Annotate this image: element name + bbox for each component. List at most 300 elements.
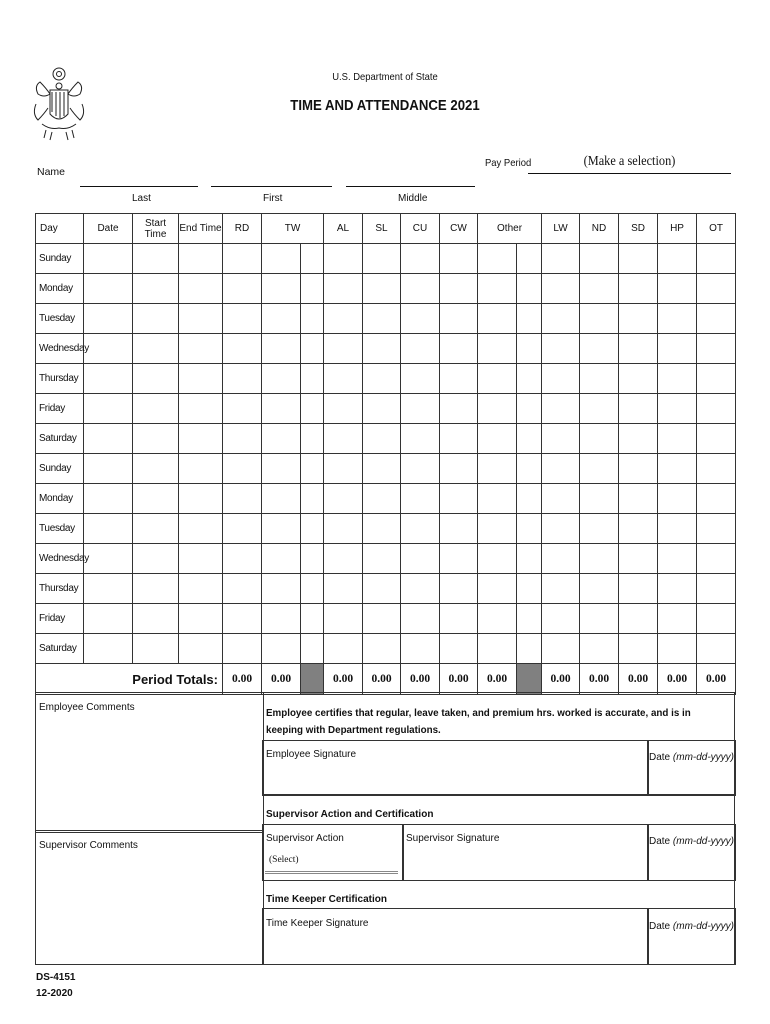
time-entry-cell[interactable] [542, 574, 580, 604]
table-row [36, 244, 736, 274]
time-entry-cell[interactable] [542, 544, 580, 574]
time-entry-cell[interactable] [440, 484, 478, 514]
time-entry-cell[interactable] [133, 544, 179, 574]
time-entry-cell[interactable] [401, 304, 440, 334]
table-row [36, 484, 736, 514]
column-header-cw: CW [440, 214, 478, 244]
time-entry-cell[interactable] [84, 454, 133, 484]
time-entry-cell[interactable] [84, 304, 133, 334]
time-entry-cell[interactable] [133, 484, 179, 514]
time-entry-cell[interactable] [619, 514, 658, 544]
time-entry-cell[interactable] [697, 244, 736, 274]
time-entry-cell[interactable] [440, 544, 478, 574]
time-entry-cell[interactable] [697, 274, 736, 304]
time-entry-cell[interactable] [580, 544, 619, 574]
time-entry-cell[interactable] [84, 274, 133, 304]
time-entry-cell[interactable] [84, 244, 133, 274]
time-entry-cell[interactable] [262, 424, 301, 454]
table-row [36, 304, 736, 334]
time-entry-cell[interactable] [478, 604, 517, 634]
shaded-cell [517, 664, 542, 695]
time-entry-cell[interactable] [697, 424, 736, 454]
employee-date-field[interactable] [647, 740, 736, 796]
time-entry-cell[interactable] [223, 304, 262, 334]
time-entry-cell[interactable] [517, 394, 542, 424]
time-entry-cell[interactable] [658, 274, 697, 304]
time-entry-cell[interactable] [697, 304, 736, 334]
time-entry-cell[interactable] [301, 274, 324, 304]
time-entry-cell[interactable] [179, 364, 223, 394]
time-entry-cell[interactable] [179, 304, 223, 334]
time-entry-cell[interactable] [133, 514, 179, 544]
total-al: 0.00 [324, 664, 363, 695]
time-entry-cell[interactable] [542, 604, 580, 634]
time-entry-cell[interactable] [262, 274, 301, 304]
time-entry-cell[interactable] [324, 304, 363, 334]
time-entry-cell[interactable] [223, 634, 262, 664]
time-entry-cell[interactable] [440, 364, 478, 394]
time-entry-cell[interactable] [401, 544, 440, 574]
time-entry-cell[interactable] [324, 544, 363, 574]
time-entry-cell[interactable] [440, 334, 478, 364]
time-entry-cell[interactable] [697, 574, 736, 604]
time-entry-cell[interactable] [133, 424, 179, 454]
time-entry-cell[interactable] [619, 454, 658, 484]
time-entry-cell[interactable] [401, 454, 440, 484]
total-hp: 0.00 [658, 664, 697, 695]
day-label: Wednesday [36, 544, 84, 574]
time-entry-cell[interactable] [363, 634, 401, 664]
time-entry-cell[interactable] [179, 604, 223, 634]
time-entry-cell[interactable] [84, 364, 133, 394]
time-entry-cell[interactable] [697, 484, 736, 514]
time-entry-cell[interactable] [401, 274, 440, 304]
time-entry-cell[interactable] [697, 364, 736, 394]
time-entry-cell[interactable] [324, 604, 363, 634]
time-entry-cell[interactable] [223, 484, 262, 514]
time-entry-cell[interactable] [517, 514, 542, 544]
time-entry-cell[interactable] [440, 274, 478, 304]
time-entry-cell[interactable] [262, 364, 301, 394]
time-entry-cell[interactable] [223, 604, 262, 634]
time-entry-cell[interactable] [440, 304, 478, 334]
time-entry-cell[interactable] [223, 274, 262, 304]
time-entry-cell[interactable] [324, 454, 363, 484]
time-entry-cell[interactable] [658, 634, 697, 664]
time-entry-cell[interactable] [324, 634, 363, 664]
period-totals-label: Period Totals: [36, 664, 223, 695]
form-number: DS-4151 [36, 972, 76, 983]
time-entry-cell[interactable] [401, 574, 440, 604]
time-entry-cell[interactable] [363, 514, 401, 544]
time-entry-cell[interactable] [223, 364, 262, 394]
time-entry-cell[interactable] [179, 634, 223, 664]
day-label: Saturday [36, 634, 84, 664]
pay-period-underline [528, 173, 731, 174]
time-entry-cell[interactable] [179, 424, 223, 454]
time-entry-cell[interactable] [324, 364, 363, 394]
time-entry-cell[interactable] [517, 334, 542, 364]
pay-period-select[interactable]: (Make a selection) [583, 154, 676, 169]
time-entry-cell[interactable] [262, 394, 301, 424]
time-entry-cell[interactable] [542, 634, 580, 664]
time-table [35, 213, 736, 695]
time-entry-cell[interactable] [697, 334, 736, 364]
time-entry-cell[interactable] [542, 364, 580, 394]
time-entry-cell[interactable] [440, 634, 478, 664]
time-entry-cell[interactable] [301, 544, 324, 574]
time-entry-cell[interactable] [440, 424, 478, 454]
column-header-day: Day [36, 214, 84, 244]
time-entry-cell[interactable] [580, 454, 619, 484]
time-entry-cell[interactable] [517, 484, 542, 514]
table-row [36, 604, 736, 634]
time-entry-cell[interactable] [223, 514, 262, 544]
time-entry-cell[interactable] [658, 394, 697, 424]
time-entry-cell[interactable] [517, 604, 542, 634]
supervisor-date-field[interactable] [647, 824, 736, 881]
total-other: 0.00 [478, 664, 517, 695]
table-row [36, 514, 736, 544]
time-entry-cell[interactable] [133, 574, 179, 604]
time-entry-cell[interactable] [619, 304, 658, 334]
time-entry-cell[interactable] [179, 514, 223, 544]
time-entry-cell[interactable] [478, 484, 517, 514]
timekeeper-signature-field[interactable] [262, 908, 649, 965]
day-label: Tuesday [36, 514, 84, 544]
time-entry-cell[interactable] [619, 634, 658, 664]
time-entry-cell[interactable] [262, 484, 301, 514]
time-entry-cell[interactable] [84, 544, 133, 574]
time-entry-cell[interactable] [658, 604, 697, 634]
column-header-other: Other [478, 214, 542, 244]
time-entry-cell[interactable] [658, 424, 697, 454]
time-entry-cell[interactable] [401, 604, 440, 634]
time-entry-cell[interactable] [697, 604, 736, 634]
time-entry-cell[interactable] [517, 274, 542, 304]
time-entry-cell[interactable] [580, 394, 619, 424]
time-entry-cell[interactable] [223, 334, 262, 364]
time-entry-cell[interactable] [658, 454, 697, 484]
time-entry-cell[interactable] [262, 334, 301, 364]
time-entry-cell[interactable] [301, 394, 324, 424]
time-entry-cell[interactable] [363, 484, 401, 514]
total-tw: 0.00 [262, 664, 301, 695]
time-entry-cell[interactable] [542, 304, 580, 334]
time-entry-cell[interactable] [401, 514, 440, 544]
time-entry-cell[interactable] [517, 424, 542, 454]
time-entry-cell[interactable] [542, 484, 580, 514]
middle-name-label: Middle [398, 193, 428, 204]
time-entry-cell[interactable] [478, 544, 517, 574]
time-entry-cell[interactable] [542, 454, 580, 484]
time-entry-cell[interactable] [619, 604, 658, 634]
time-entry-cell[interactable] [580, 484, 619, 514]
column-header-tw: TW [262, 214, 324, 244]
time-entry-cell[interactable] [363, 274, 401, 304]
time-entry-cell[interactable] [324, 244, 363, 274]
time-entry-cell[interactable] [440, 244, 478, 274]
time-entry-cell[interactable] [619, 574, 658, 604]
time-entry-cell[interactable] [619, 424, 658, 454]
time-entry-cell[interactable] [133, 244, 179, 274]
timekeeper-date-field[interactable] [647, 908, 736, 965]
time-entry-cell[interactable] [542, 244, 580, 274]
time-entry-cell[interactable] [301, 574, 324, 604]
time-entry-cell[interactable] [580, 304, 619, 334]
time-entry-cell[interactable] [301, 364, 324, 394]
time-entry-cell[interactable] [658, 574, 697, 604]
supervisor-date-label: Date (mm-dd-yyyy) [649, 836, 735, 847]
time-entry-cell[interactable] [440, 604, 478, 634]
time-entry-cell[interactable] [363, 604, 401, 634]
middle-name-field[interactable] [346, 186, 475, 187]
time-entry-cell[interactable] [179, 544, 223, 574]
time-entry-cell[interactable] [401, 424, 440, 454]
day-label: Thursday [36, 364, 84, 394]
time-entry-cell[interactable] [658, 244, 697, 274]
time-entry-cell[interactable] [262, 304, 301, 334]
time-entry-cell[interactable] [542, 424, 580, 454]
total-cu: 0.00 [401, 664, 440, 695]
total-lw: 0.00 [542, 664, 580, 695]
time-entry-cell[interactable] [580, 244, 619, 274]
time-entry-cell[interactable] [301, 424, 324, 454]
time-entry-cell[interactable] [133, 604, 179, 634]
time-entry-cell[interactable] [580, 334, 619, 364]
total-ot: 0.00 [697, 664, 736, 695]
column-header-hp: HP [658, 214, 697, 244]
time-entry-cell[interactable] [363, 394, 401, 424]
time-entry-cell[interactable] [697, 634, 736, 664]
time-entry-cell[interactable] [179, 484, 223, 514]
time-entry-cell[interactable] [401, 244, 440, 274]
employee-signature-label: Employee Signature [266, 749, 357, 760]
supervisor-comments-label: Supervisor Comments [39, 840, 138, 851]
time-entry-cell[interactable] [262, 604, 301, 634]
table-row [36, 454, 736, 484]
time-entry-cell[interactable] [697, 394, 736, 424]
table-row [36, 544, 736, 574]
column-header-lw: LW [542, 214, 580, 244]
time-entry-cell[interactable] [301, 484, 324, 514]
time-entry-cell[interactable] [478, 424, 517, 454]
supervisor-heading: Supervisor Action and Certification [266, 809, 434, 820]
time-entry-cell[interactable] [440, 574, 478, 604]
time-entry-cell[interactable] [133, 454, 179, 484]
time-entry-cell[interactable] [580, 634, 619, 664]
time-entry-cell[interactable] [658, 484, 697, 514]
time-entry-cell[interactable] [478, 514, 517, 544]
time-entry-cell[interactable] [697, 514, 736, 544]
time-entry-cell[interactable] [517, 244, 542, 274]
time-entry-cell[interactable] [223, 394, 262, 424]
time-entry-cell[interactable] [301, 304, 324, 334]
time-entry-cell[interactable] [440, 454, 478, 484]
time-entry-cell[interactable] [179, 274, 223, 304]
time-entry-cell[interactable] [478, 454, 517, 484]
time-entry-cell[interactable] [478, 274, 517, 304]
time-entry-cell[interactable] [542, 394, 580, 424]
time-entry-cell[interactable] [324, 514, 363, 544]
time-entry-cell[interactable] [84, 484, 133, 514]
time-entry-cell[interactable] [478, 634, 517, 664]
time-entry-cell[interactable] [179, 334, 223, 364]
time-entry-cell[interactable] [363, 544, 401, 574]
time-entry-cell[interactable] [133, 304, 179, 334]
time-entry-cell[interactable] [363, 334, 401, 364]
time-entry-cell[interactable] [478, 574, 517, 604]
time-entry-cell[interactable] [658, 514, 697, 544]
time-entry-cell[interactable] [301, 514, 324, 544]
time-entry-cell[interactable] [301, 604, 324, 634]
time-entry-cell[interactable] [517, 364, 542, 394]
time-entry-cell[interactable] [262, 574, 301, 604]
time-entry-cell[interactable] [440, 394, 478, 424]
time-entry-cell[interactable] [401, 394, 440, 424]
time-entry-cell[interactable] [324, 394, 363, 424]
first-name-field[interactable] [211, 186, 332, 187]
time-entry-cell[interactable] [478, 394, 517, 424]
time-entry-cell[interactable] [363, 364, 401, 394]
time-entry-cell[interactable] [133, 274, 179, 304]
time-entry-cell[interactable] [133, 334, 179, 364]
time-entry-cell[interactable] [697, 454, 736, 484]
time-entry-cell[interactable] [133, 364, 179, 394]
time-entry-cell[interactable] [262, 634, 301, 664]
time-entry-cell[interactable] [179, 394, 223, 424]
time-entry-cell[interactable] [301, 334, 324, 364]
total-cw: 0.00 [440, 664, 478, 695]
time-entry-cell[interactable] [84, 514, 133, 544]
day-label: Sunday [36, 244, 84, 274]
time-entry-cell[interactable] [223, 574, 262, 604]
time-entry-cell[interactable] [658, 364, 697, 394]
column-header-rd: RD [223, 214, 262, 244]
column-header-sd: SD [619, 214, 658, 244]
time-entry-cell[interactable] [542, 334, 580, 364]
time-entry-cell[interactable] [580, 574, 619, 604]
time-entry-cell[interactable] [363, 454, 401, 484]
day-label: Wednesday [36, 334, 84, 364]
time-entry-cell[interactable] [658, 544, 697, 574]
time-entry-cell[interactable] [401, 634, 440, 664]
column-header-cu: CU [401, 214, 440, 244]
time-entry-cell[interactable] [301, 454, 324, 484]
time-entry-cell[interactable] [84, 574, 133, 604]
first-name-label: First [263, 193, 283, 204]
time-entry-cell[interactable] [363, 574, 401, 604]
time-entry-cell[interactable] [619, 274, 658, 304]
time-entry-cell[interactable] [478, 364, 517, 394]
last-name-field[interactable] [80, 186, 198, 187]
form-number-block [36, 970, 75, 1002]
day-label: Monday [36, 484, 84, 514]
time-entry-cell[interactable] [301, 634, 324, 664]
time-entry-cell[interactable] [223, 424, 262, 454]
shaded-cell [301, 664, 324, 695]
time-entry-cell[interactable] [478, 334, 517, 364]
time-entry-cell[interactable] [580, 514, 619, 544]
time-entry-cell[interactable] [223, 544, 262, 574]
time-entry-cell[interactable] [517, 304, 542, 334]
time-entry-cell[interactable] [517, 634, 542, 664]
time-entry-cell[interactable] [619, 394, 658, 424]
supervisor-action-label: Supervisor Action [266, 833, 344, 844]
time-entry-cell[interactable] [179, 454, 223, 484]
time-entry-cell[interactable] [363, 424, 401, 454]
time-entry-cell[interactable] [580, 424, 619, 454]
time-entry-cell[interactable] [262, 454, 301, 484]
time-entry-cell[interactable] [324, 334, 363, 364]
time-entry-cell[interactable] [619, 244, 658, 274]
total-rd: 0.00 [223, 664, 262, 695]
time-entry-cell[interactable] [262, 514, 301, 544]
time-entry-cell[interactable] [363, 304, 401, 334]
time-entry-cell[interactable] [619, 484, 658, 514]
time-entry-cell[interactable] [84, 334, 133, 364]
time-entry-cell[interactable] [478, 304, 517, 334]
time-entry-cell[interactable] [301, 244, 324, 274]
time-entry-cell[interactable] [179, 244, 223, 274]
table-header-row [36, 214, 736, 244]
day-label: Monday [36, 274, 84, 304]
time-entry-cell[interactable] [440, 514, 478, 544]
time-entry-cell[interactable] [517, 544, 542, 574]
time-entry-cell[interactable] [324, 424, 363, 454]
time-entry-cell[interactable] [478, 244, 517, 274]
time-entry-cell[interactable] [133, 634, 179, 664]
time-entry-cell[interactable] [223, 454, 262, 484]
employee-comments-box[interactable] [35, 692, 264, 833]
time-entry-cell[interactable] [84, 394, 133, 424]
time-entry-cell[interactable] [619, 364, 658, 394]
time-entry-cell[interactable] [401, 364, 440, 394]
time-entry-cell[interactable] [658, 334, 697, 364]
time-entry-cell[interactable] [133, 394, 179, 424]
time-entry-cell[interactable] [363, 244, 401, 274]
time-entry-cell[interactable] [84, 424, 133, 454]
time-entry-cell[interactable] [619, 334, 658, 364]
time-entry-cell[interactable] [84, 634, 133, 664]
time-entry-cell[interactable] [401, 334, 440, 364]
time-entry-cell[interactable] [517, 454, 542, 484]
time-entry-cell[interactable] [324, 274, 363, 304]
time-entry-cell[interactable] [401, 484, 440, 514]
time-entry-cell[interactable] [580, 364, 619, 394]
time-entry-cell[interactable] [262, 544, 301, 574]
time-entry-cell[interactable] [179, 574, 223, 604]
time-entry-cell[interactable] [697, 544, 736, 574]
time-entry-cell[interactable] [262, 244, 301, 274]
time-entry-cell[interactable] [517, 574, 542, 604]
time-entry-cell[interactable] [580, 604, 619, 634]
employee-certification-statement: Employee certifies that regular, leave taken, and premium hrs. worked is accurate, and is in keeping with Department regulations. [266, 708, 691, 736]
table-row [36, 424, 736, 454]
name-label: Name [37, 166, 66, 178]
time-entry-cell[interactable] [324, 574, 363, 604]
supervisor-action-select[interactable]: (Select) [269, 855, 299, 865]
time-entry-cell[interactable] [223, 244, 262, 274]
time-entry-cell[interactable] [542, 514, 580, 544]
time-entry-cell[interactable] [542, 274, 580, 304]
time-entry-cell[interactable] [84, 604, 133, 634]
time-entry-cell[interactable] [324, 484, 363, 514]
time-entry-cell[interactable] [658, 304, 697, 334]
time-entry-cell[interactable] [580, 274, 619, 304]
day-label: Friday [36, 394, 84, 424]
time-entry-cell[interactable] [619, 544, 658, 574]
